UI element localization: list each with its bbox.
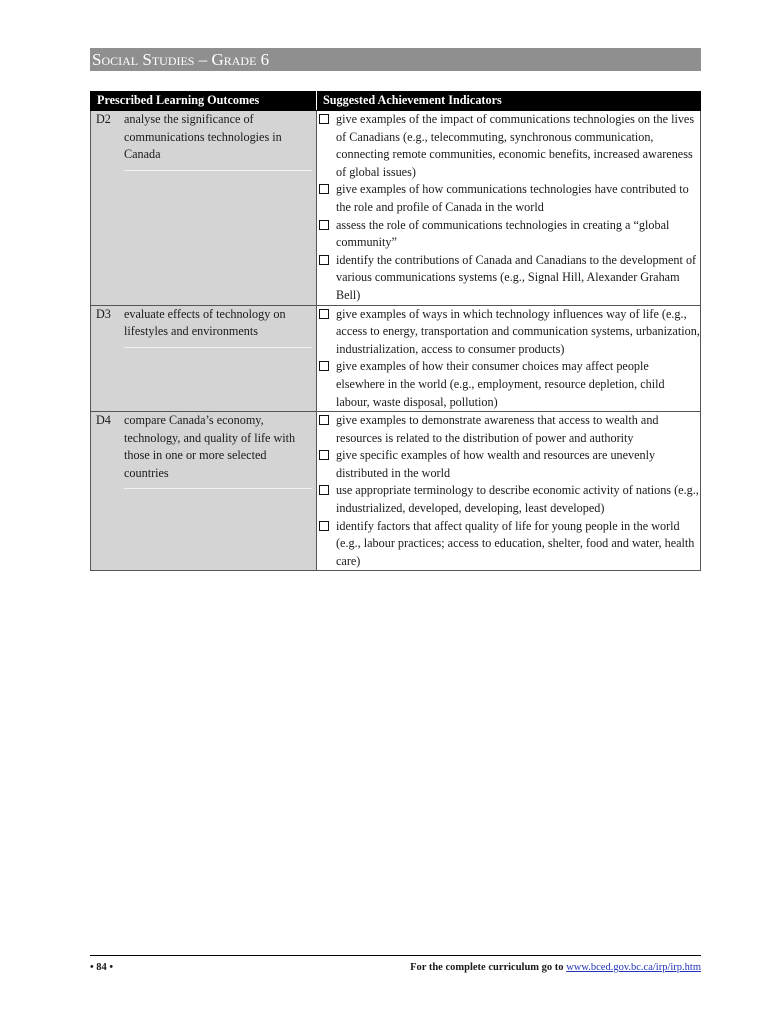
indicator-item	[317, 181, 700, 216]
checkbox-icon	[319, 415, 329, 425]
footer-divider	[90, 955, 701, 956]
indicator-text: give examples of how communications technologies have contributed to the role and profile of Canada in the world	[336, 182, 689, 214]
page-number: • 84 •	[90, 962, 114, 973]
checkbox-icon	[319, 255, 329, 265]
checkbox-icon	[319, 450, 329, 460]
indicator-text: identify the contributions of Canada and Canadians to the development of various communications systems (e.g., Signal Hill, Alexander Graham Bell)	[336, 252, 697, 302]
outcome-code: D2	[96, 112, 111, 126]
outcome-code: D3	[96, 306, 111, 321]
checkbox-icon	[319, 220, 329, 230]
outcomes-table	[90, 91, 701, 571]
indicator-item	[317, 482, 700, 517]
indicator-text: assess the role of communications technologies in creating a “global community”	[336, 217, 670, 250]
checkbox-icon	[319, 361, 329, 371]
indicators-cell	[317, 412, 701, 571]
indicator-text: give examples of the impact of communications technologies on the lives of Canadians (e.g., telecommuting, synchronous communication, connecting remote communities, economic benefits, increased awareness of global issues)	[336, 112, 695, 179]
indicator-item	[317, 518, 700, 571]
indicators-cell	[317, 111, 701, 306]
outcome-cell	[91, 305, 317, 412]
indicator-item	[317, 412, 700, 447]
indicator-item	[317, 252, 700, 305]
indicator-item	[317, 217, 700, 252]
indicators-cell	[317, 305, 701, 412]
indicator-text: give examples to demonstrate awareness that access to wealth and resources is related to the distribution of power and authority	[336, 413, 659, 445]
checkbox-icon	[319, 184, 329, 194]
outcome-cell	[91, 111, 317, 306]
checkbox-icon	[319, 309, 329, 319]
table-header-row	[91, 92, 701, 111]
outcome-text: compare Canada’s economy, technology, and quality of life with those in one or more selected countries	[124, 412, 312, 489]
page-title: Social Studies – Grade 6	[90, 48, 701, 71]
indicator-text: identify factors that affect quality of life for young people in the world (e.g., labour practices; access to education, shelter, food and water, health care)	[336, 518, 695, 568]
checkbox-icon	[319, 521, 329, 531]
indicator-item	[317, 447, 700, 482]
indicator-text: give examples of ways in which technology influences way of life (e.g., access to energy, transportation and communication systems, urbanization, industrialization, access to consumer products)	[336, 306, 700, 356]
table-row	[91, 305, 701, 412]
footer-note	[410, 962, 701, 973]
indicator-text: give specific examples of how wealth and resources are unevenly distributed in the world	[336, 448, 656, 480]
indicator-item	[317, 306, 700, 359]
column-header-outcomes: Prescribed Learning Outcomes	[91, 92, 317, 111]
footer-note-text: For the complete curriculum go to	[410, 962, 567, 973]
curriculum-link[interactable]: www.bced.gov.bc.ca/irp/irp.htm	[566, 962, 701, 973]
table-row	[91, 111, 701, 306]
indicator-text: give examples of how their consumer choices may affect people elsewhere in the world (e.g., employment, resource depletion, child labour, waste disposal, pollution)	[336, 359, 665, 409]
outcome-code: D4	[96, 413, 111, 428]
indicator-item	[317, 358, 700, 411]
column-header-indicators: Suggested Achievement Indicators	[317, 92, 701, 111]
table-row	[91, 412, 701, 571]
outcome-text: evaluate effects of technology on lifestyles and environments	[124, 306, 312, 348]
outcome-cell	[91, 412, 317, 571]
checkbox-icon	[319, 114, 329, 124]
indicator-text: use appropriate terminology to describe economic activity of nations (e.g., industrialized, developed, developing, least developed)	[336, 483, 699, 516]
outcome-text: analyse the significance of communications technologies in Canada	[124, 111, 312, 171]
indicator-item	[317, 111, 700, 181]
checkbox-icon	[319, 485, 329, 495]
